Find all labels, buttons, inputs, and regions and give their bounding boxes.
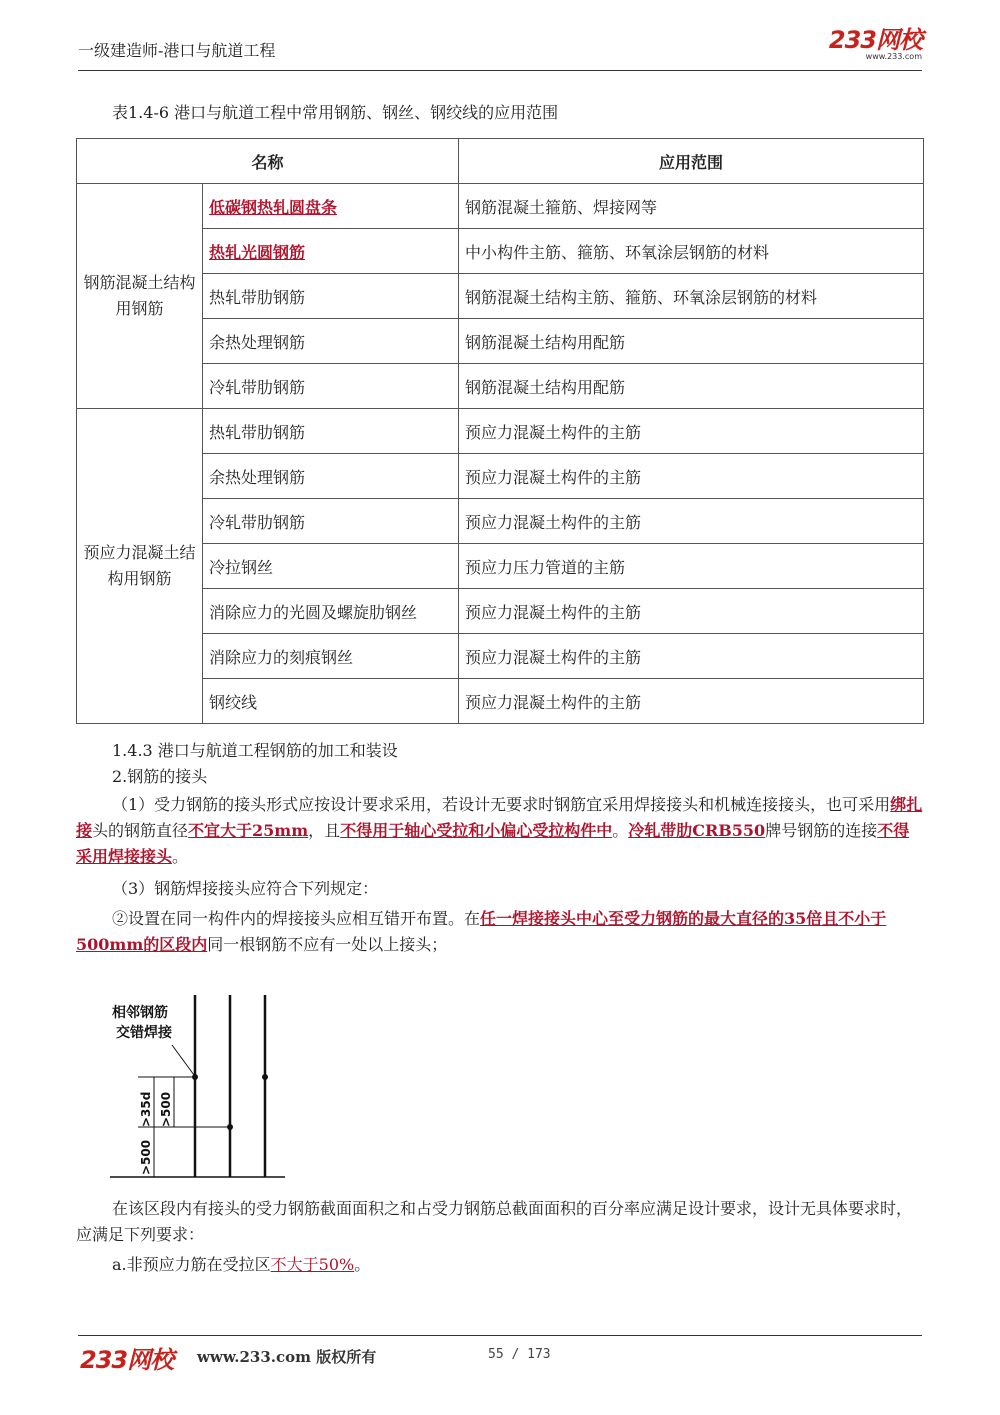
- paragraph-weld-rules: （3）钢筋焊接接头应符合下列规定：: [112, 879, 379, 898]
- table-row: [77, 634, 924, 679]
- brand-logo[interactable]: [829, 28, 922, 61]
- dim-label: >35d: [139, 1091, 153, 1127]
- paragraph-joint-form: （1）受力钢筋的接头形式应按设计要求采用，若设计无要求时钢筋宜采用焊接接头和机械连接接头，也可采用绑扎接头的钢筋直径不宜大于25mm，且不得用于轴心受拉和小偏心受拉构件中。冷轧带肋CRB550牌号钢筋的连接不得采用焊接接头。: [76, 795, 923, 866]
- use-cell: 预应力混凝土构件的主筋: [459, 679, 924, 724]
- highlight-text: 低碳钢热轧圆盘条: [209, 197, 338, 217]
- highlight-text: 热轧光圆钢筋: [209, 242, 306, 262]
- steel-name-cell: 钢绞线: [203, 679, 459, 724]
- figure-label: 交错焊接: [116, 1025, 172, 1041]
- group-cell: 预应力混凝土结构用钢筋: [77, 409, 203, 724]
- steel-name-cell: 消除应力的刻痕钢丝: [203, 634, 459, 679]
- use-cell: 预应力混凝土构件的主筋: [459, 634, 924, 679]
- section-heading: 1.4.3 港口与航道工程钢筋的加工和装设: [112, 741, 398, 760]
- table-header-row: [77, 139, 924, 184]
- steel-name-cell: [203, 229, 459, 274]
- table-row: [77, 589, 924, 634]
- paragraph-area-ratio: 在该区段内有接头的受力钢筋截面面积之和占受力钢筋总截面面积的百分率应满足设计要求，设计无具体要求时，应满足下列要求：: [76, 1199, 913, 1244]
- steel-name-cell: 余热处理钢筋: [203, 319, 459, 364]
- steel-name-cell: 冷拉钢丝: [203, 544, 459, 589]
- use-cell: 预应力混凝土构件的主筋: [459, 589, 924, 634]
- header-use: 应用范围: [459, 139, 924, 184]
- table-row: [77, 364, 924, 409]
- logo-text: 233网校: [828, 26, 922, 54]
- table-row: [77, 679, 924, 724]
- table-row: [77, 319, 924, 364]
- steel-name-cell: 冷轧带肋钢筋: [203, 499, 459, 544]
- use-cell: 预应力混凝土构件的主筋: [459, 499, 924, 544]
- paragraph-rule-a: a.非预应力筋在受拉区不大于50%。: [112, 1255, 371, 1274]
- table-caption: 表1.4-6 港口与航道工程中常用钢筋、钢丝、钢绞线的应用范围: [112, 103, 559, 122]
- table-row: [77, 409, 924, 454]
- weld-joint-diagram: [110, 995, 290, 1180]
- steel-name-cell: 消除应力的光圆及螺旋肋钢丝: [203, 589, 459, 634]
- table-row: [77, 454, 924, 499]
- leader-line: [172, 1045, 194, 1075]
- figure-label: 相邻钢筋: [112, 1005, 168, 1021]
- table-row: [77, 544, 924, 589]
- group-cell: 钢筋混凝土结构用钢筋: [77, 184, 203, 409]
- use-cell: 中小构件主筋、箍筋、环氧涂层钢筋的材料: [459, 229, 924, 274]
- use-cell: 预应力混凝土构件的主筋: [459, 409, 924, 454]
- table-row: [77, 229, 924, 274]
- dim-label: >500: [159, 1091, 173, 1127]
- subsection-heading: 2.钢筋的接头: [112, 767, 208, 786]
- use-cell: 钢筋混凝土箍筋、焊接网等: [459, 184, 924, 229]
- use-cell: 钢筋混凝土结构用配筋: [459, 319, 924, 364]
- weld-point: [262, 1074, 268, 1080]
- steel-name-cell: 余热处理钢筋: [203, 454, 459, 499]
- page-number: 55 / 173: [488, 1347, 551, 1362]
- header-title: 一级建造师-港口与航道工程: [78, 41, 276, 60]
- use-cell: 预应力压力管道的主筋: [459, 544, 924, 589]
- steel-name-cell: 热轧带肋钢筋: [203, 409, 459, 454]
- paragraph-stagger: ②设置在同一构件内的焊接接头应相互错开布置。在任一焊接接头中心至受力钢筋的最大直径的35倍且不小于500mm的区段内同一根钢筋不应有一处以上接头；: [76, 909, 887, 954]
- header-name: 名称: [77, 139, 459, 184]
- steel-name-cell: 冷轧带肋钢筋: [203, 364, 459, 409]
- use-cell: 钢筋混凝土结构主筋、箍筋、环氧涂层钢筋的材料: [459, 274, 924, 319]
- dim-label: >500: [139, 1139, 153, 1175]
- table-row: [77, 499, 924, 544]
- logo-url: www.233.com: [865, 52, 922, 61]
- footer-copyright: www.233.com 版权所有: [197, 1348, 377, 1366]
- header-divider: [78, 70, 922, 71]
- footer-divider: [78, 1335, 922, 1336]
- table-row: [77, 184, 924, 229]
- weld-joint-figure: [110, 995, 290, 1180]
- footer-logo[interactable]: 233网校: [80, 1346, 174, 1374]
- use-cell: 钢筋混凝土结构用配筋: [459, 364, 924, 409]
- steel-name-cell: [203, 184, 459, 229]
- steel-name-cell: 热轧带肋钢筋: [203, 274, 459, 319]
- use-cell: 预应力混凝土构件的主筋: [459, 454, 924, 499]
- table-row: [77, 274, 924, 319]
- steel-application-table: [76, 138, 924, 724]
